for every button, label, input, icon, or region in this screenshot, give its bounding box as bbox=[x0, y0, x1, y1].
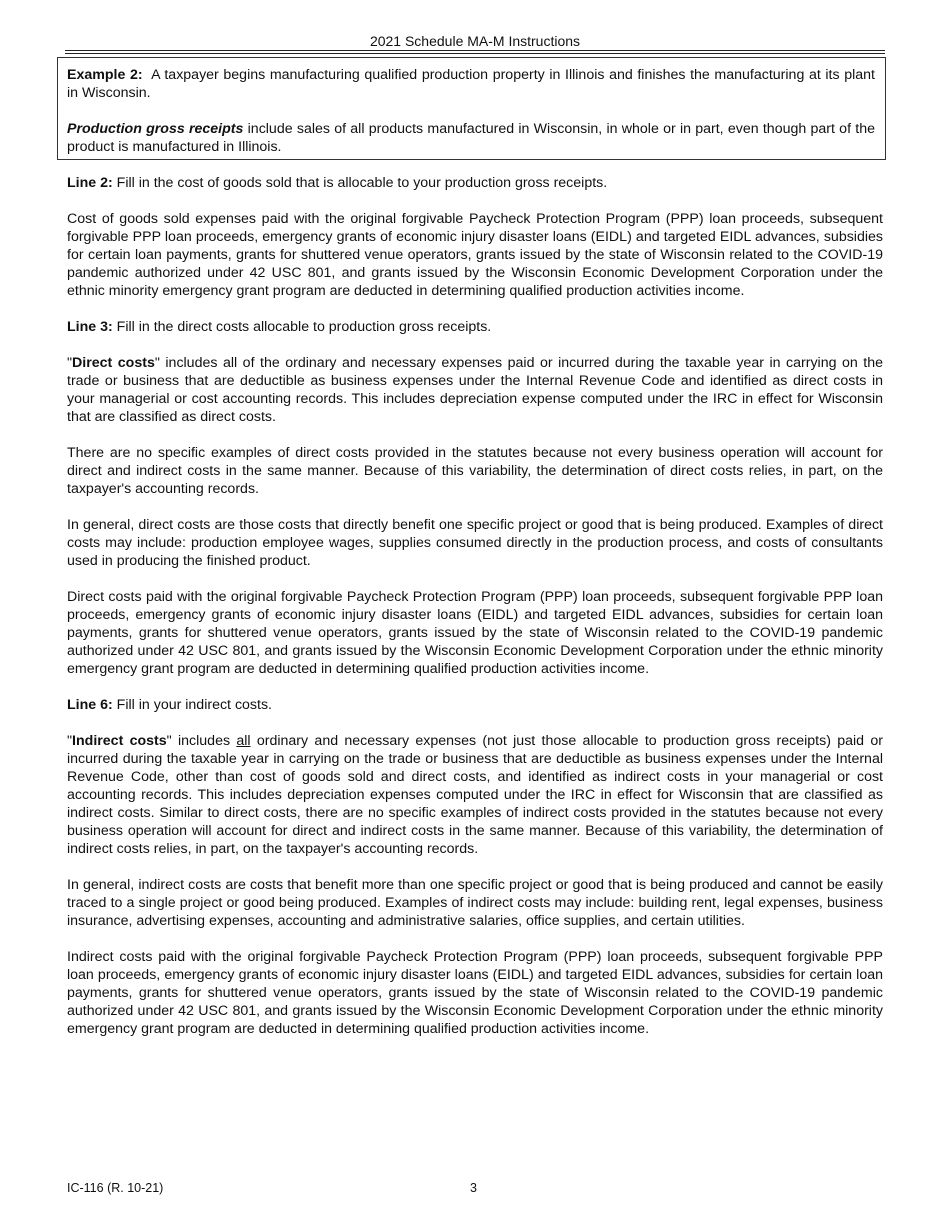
indirect-costs-ppp-paragraph: Indirect costs paid with the original forgivable Paycheck Protection Program (PPP) loan proceeds, subsequent forgivable PPP loan proceeds, emergency grants of economic injury disaster loans (EIDL) and targeted EIDL advances, subsidies for certain loan payments, grants for shuttered venue operators, grants issued by the state of Wisconsin related to the COVID-19 pandemic authorized under 42 USC 801, and grants issued by the Wisconsin Economic Development Corporation under the ethnic minority emergency grant program are deducted in determining qualified production activities income. bbox=[67, 949, 883, 1037]
direct-costs-text: " includes all of the ordinary and necessary expenses paid or incurred during the taxable year in carrying on the trade or business that are deductible as business expenses under the Internal Revenue Code and identified as direct costs in your managerial or cost accounting records. This includes depreciation expense computed under the IRC in effect for Wisconsin that are classified as direct costs. bbox=[67, 355, 884, 425]
line-2-label: Line 2: bbox=[67, 175, 113, 191]
footer-form-id: IC-116 (R. 10-21) bbox=[67, 1181, 164, 1195]
line-6-text: Fill in your indirect costs. bbox=[112, 697, 272, 713]
line-6-heading bbox=[67, 696, 883, 714]
direct-costs-examples-paragraph: There are no specific examples of direct costs provided in the statutes because not every business operation will account for direct and indirect costs in the same manner. Because of this variability, the determination of direct costs relies, in part, on the taxpayer's accounting records. bbox=[67, 445, 883, 497]
line-3-text: Fill in the direct costs allocable to production gross receipts. bbox=[112, 319, 492, 335]
indirect-costs-term: Indirect costs bbox=[72, 733, 167, 749]
line-2-heading bbox=[67, 174, 883, 192]
indirect-costs-mid: " includes bbox=[166, 733, 237, 749]
line-3-label: Line 3: bbox=[67, 319, 113, 335]
line-2-text: Fill in the cost of goods sold that is allocable to your production gross receipts. bbox=[112, 175, 608, 191]
header-rule-bottom bbox=[65, 53, 885, 54]
example-2-label: Example 2: bbox=[67, 67, 143, 83]
indirect-costs-definition bbox=[67, 732, 883, 858]
indirect-costs-all-underlined: all bbox=[236, 733, 251, 749]
instructions-body bbox=[67, 174, 883, 1038]
header-rule-top bbox=[65, 50, 885, 51]
line-2-ppp-paragraph: Cost of goods sold expenses paid with the original forgivable Paycheck Protection Program (PPP) loan proceeds, subsequent forgivable PPP loan proceeds, emergency grants of economic injury disaster loans (EIDL) and targeted EIDL advances, subsidies for certain loan payments, grants for shuttered venue operators, grants issued by the state of Wisconsin related to the COVID-19 pandemic authorized under 42 USC 801, and grants issued by the Wisconsin Economic Development Corporation under the ethnic minority emergency grant program are deducted in determining qualified production activities income. bbox=[67, 211, 883, 299]
page-header-title: 2021 Schedule MA-M Instructions bbox=[369, 33, 581, 49]
example-2-box bbox=[57, 57, 886, 160]
indirect-costs-open-quote: " bbox=[67, 733, 73, 749]
example-2-text: A taxpayer begins manufacturing qualified production property in Illinois and finishes the manufacturing at its plant in Wisconsin. bbox=[67, 67, 875, 101]
indirect-costs-general-paragraph: In general, indirect costs are costs that benefit more than one specific project or good that is being produced and cannot be easily traced to a single project or good being produced. Examples of indirect costs may include: building rent, legal expenses, business insurance, advertising expenses, accounting and administrative salaries, office supplies, and certain utilities. bbox=[67, 877, 883, 929]
production-gross-receipts-paragraph bbox=[67, 120, 875, 156]
line-6-label: Line 6: bbox=[67, 697, 113, 713]
direct-costs-open-quote: " bbox=[67, 355, 73, 371]
production-gross-receipts-term: Production gross receipts bbox=[67, 121, 244, 137]
indirect-costs-text: ordinary and necessary expenses (not just those allocable to production gross receipts) paid or incurred during the taxable year in carrying on the trade or business that are deductible as business expenses under the Internal Revenue Code, other than cost of goods sold and direct costs, and identified as indirect costs in your managerial or cost accounting records. This includes depreciation expenses computed under the IRC in effect for Wisconsin that are classified as indirect costs. Similar to direct costs, there are no specific examples of indirect costs provided in the statutes because not every business operation will account for direct and indirect costs in the same manner. Because of this variability, the determination of indirect costs relies, in part, on the taxpayer's accounting records. bbox=[67, 733, 883, 857]
direct-costs-general-paragraph: In general, direct costs are those costs that directly benefit one specific project or good that is being produced. Examples of direct costs may include: production employee wages, supplies consumed directly in the production process, and costs of consultants used in producing the finished product. bbox=[67, 517, 883, 569]
footer-page-number: 3 bbox=[470, 1181, 477, 1195]
direct-costs-term: Direct costs bbox=[72, 355, 155, 371]
line-3-heading bbox=[67, 318, 883, 336]
production-gross-receipts-text: include sales of all products manufactured in Wisconsin, in whole or in part, even though part of the product is manufactured in Illinois. bbox=[67, 121, 875, 155]
example-2-paragraph bbox=[67, 66, 875, 102]
direct-costs-definition bbox=[67, 354, 883, 426]
direct-costs-ppp-paragraph: Direct costs paid with the original forgivable Paycheck Protection Program (PPP) loan proceeds, subsequent forgivable PPP loan proceeds, emergency grants of economic injury disaster loans (EIDL) and targeted EIDL advances, subsidies for certain loan payments, grants for shuttered venue operators, grants issued by the state of Wisconsin related to the COVID-19 pandemic authorized under 42 USC 801, and grants issued by the Wisconsin Economic Development Corporation under the ethnic minority emergency grant program are deducted in determining qualified production activities income. bbox=[67, 589, 883, 677]
